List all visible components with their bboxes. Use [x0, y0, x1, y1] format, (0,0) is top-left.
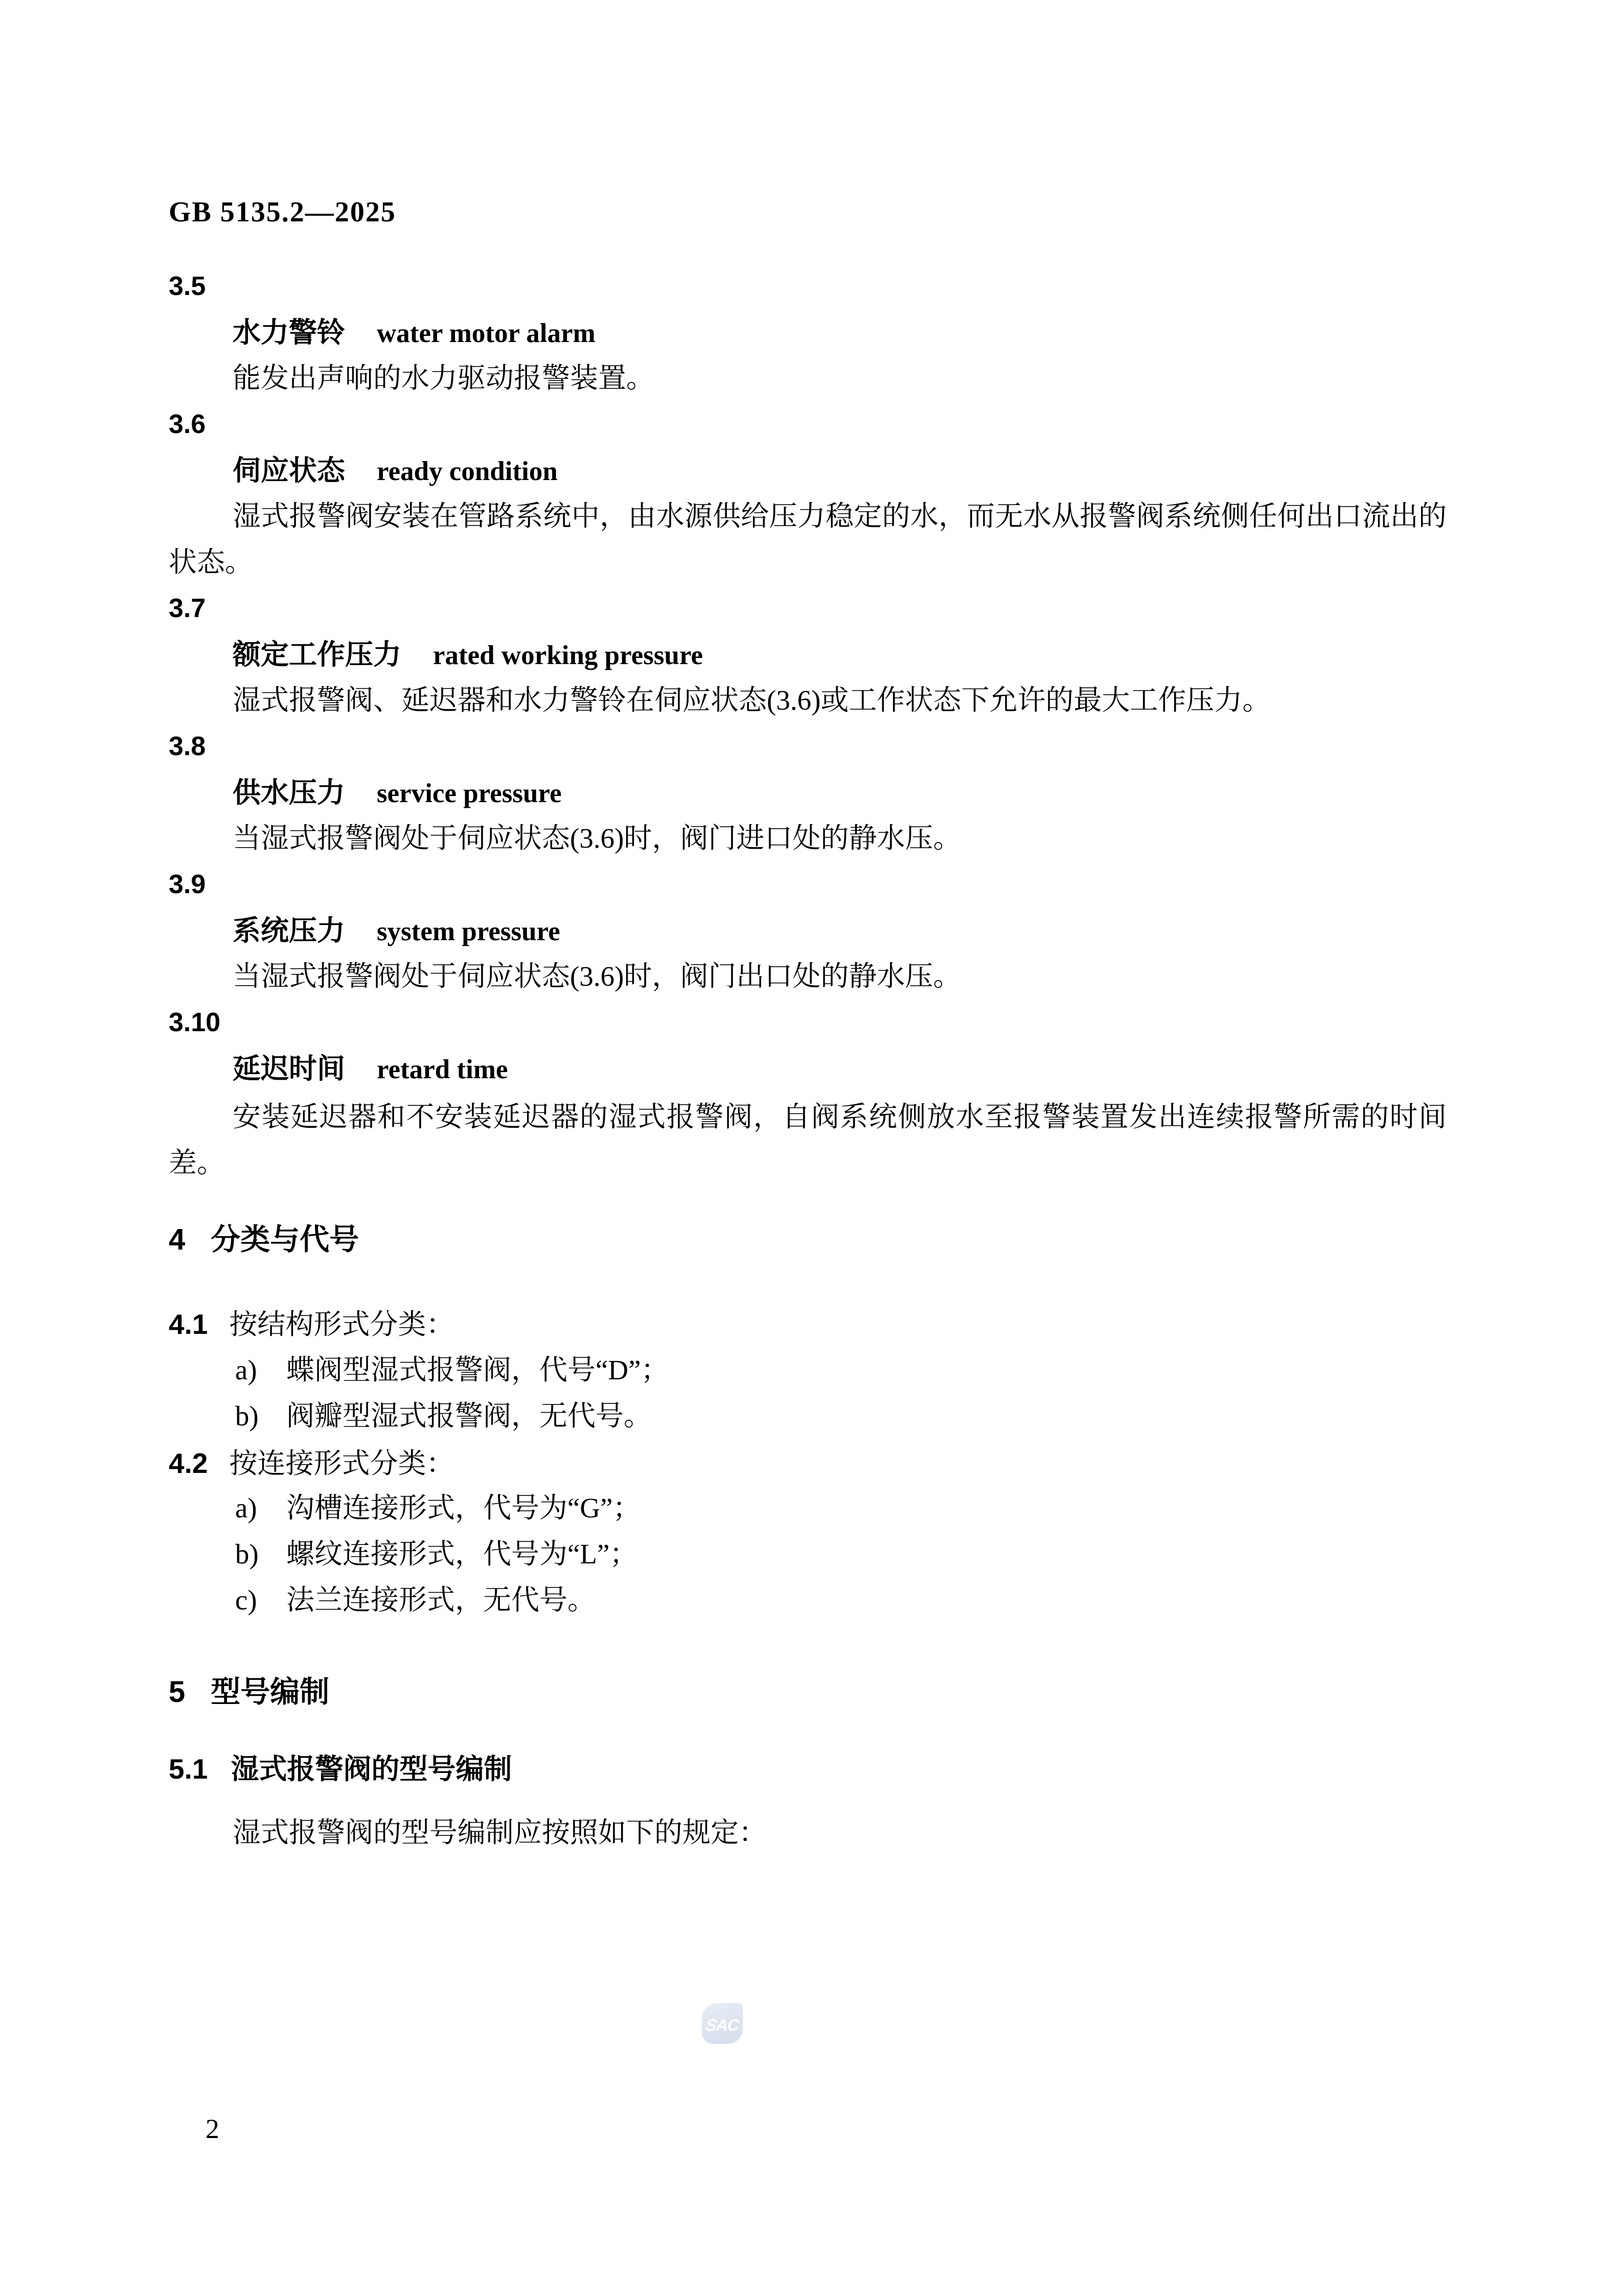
list-item-label: b) [235, 1538, 259, 1570]
term-heading [233, 1045, 508, 1099]
list-item-label: b) [235, 1400, 259, 1431]
running-header: GB 5135.2—2025 [169, 196, 396, 228]
term-name-en: water motor alarm [377, 319, 596, 348]
term-number: 3.6 [169, 410, 206, 439]
list-item [235, 1531, 637, 1577]
term-number: 3.10 [169, 1008, 221, 1037]
list-item [235, 1577, 596, 1623]
sac-watermark-text: SAC [704, 2015, 740, 2034]
term-name-zh: 系统压力 [233, 915, 346, 946]
clause-4-2-number: 4.2 [169, 1447, 208, 1479]
list-item [235, 1347, 669, 1393]
clause-4-1 [169, 1301, 454, 1348]
term-number: 3.7 [169, 594, 206, 623]
list-item-text: 法兰连接形式，无代号。 [286, 1584, 596, 1616]
term-definition: 安装延迟器和不安装延迟器的湿式报警阀，自阀系统侧放水至报警装置发出连续报警所需的时间差。 [169, 1101, 1447, 1178]
clause-4-2-title: 按连接形式分类： [229, 1448, 454, 1479]
term-number: 3.5 [169, 271, 206, 301]
term-name-en: retard time [377, 1055, 508, 1084]
list-item-label: a) [235, 1492, 257, 1524]
clause-5-1-body: 湿式报警阀的型号编制应按照如下的规定： [233, 1817, 767, 1848]
term-definition: 湿式报警阀安装在管路系统中，由水源供给压力稳定的水，而无水从报警阀系统侧任何出口流出的状态。 [169, 501, 1447, 578]
term-definition: 能发出声响的水力驱动报警装置。 [233, 362, 655, 394]
sac-watermark-logo [702, 2003, 743, 2044]
chapter-4-heading [169, 1217, 359, 1263]
chapter-5-number: 5 [169, 1675, 186, 1709]
term-name-zh: 延迟时间 [233, 1053, 346, 1084]
chapter-5-title: 型号编制 [211, 1675, 330, 1709]
clause-4-1-number: 4.1 [169, 1308, 208, 1340]
term-number: 3.8 [169, 732, 206, 761]
term-definition: 当湿式报警阀处于伺应状态(3.6)时，阀门进口处的静水压。 [233, 823, 962, 854]
term-name-zh: 供水压力 [233, 777, 346, 808]
term-name-zh: 水力警铃 [233, 316, 346, 348]
chapter-4-number: 4 [169, 1223, 186, 1256]
list-item-text: 蝶阀型湿式报警阀，代号“D”； [286, 1354, 669, 1385]
chapter-4-title: 分类与代号 [211, 1223, 359, 1256]
list-item-text: 螺纹连接形式，代号为“L”； [286, 1538, 638, 1570]
clause-4-2 [169, 1440, 454, 1487]
clause-5-1-number: 5.1 [169, 1753, 208, 1785]
term-name-en: system pressure [377, 917, 560, 946]
term-name-zh: 额定工作压力 [233, 639, 402, 670]
list-item [235, 1393, 652, 1439]
term-name-zh: 伺应状态 [233, 454, 346, 486]
list-item-text: 沟槽连接形式，代号为“G”； [286, 1492, 641, 1524]
list-item-text: 阀瓣型湿式报警阀，无代号。 [286, 1400, 652, 1431]
chapter-5-heading [169, 1669, 329, 1715]
clause-4-1-title: 按结构形式分类： [229, 1309, 454, 1340]
list-item-label: a) [235, 1354, 257, 1385]
clause-5-1-title: 湿式报警阀的型号编制 [231, 1753, 512, 1785]
term-number: 3.9 [169, 870, 206, 899]
list-item-label: c) [235, 1584, 257, 1616]
term-name-en: service pressure [377, 779, 562, 808]
term-name-en: ready condition [377, 457, 558, 486]
clause-5-1-heading [169, 1746, 512, 1792]
page-number: 2 [205, 2113, 219, 2144]
term-definition: 湿式报警阀、延迟器和水力警铃在伺应状态(3.6)或工作状态下允许的最大工作压力。 [233, 685, 1271, 716]
term-definition: 当湿式报警阀处于伺应状态(3.6)时，阀门出口处的静水压。 [233, 961, 962, 992]
term-name-en: rated working pressure [433, 641, 703, 670]
list-item [235, 1485, 641, 1531]
